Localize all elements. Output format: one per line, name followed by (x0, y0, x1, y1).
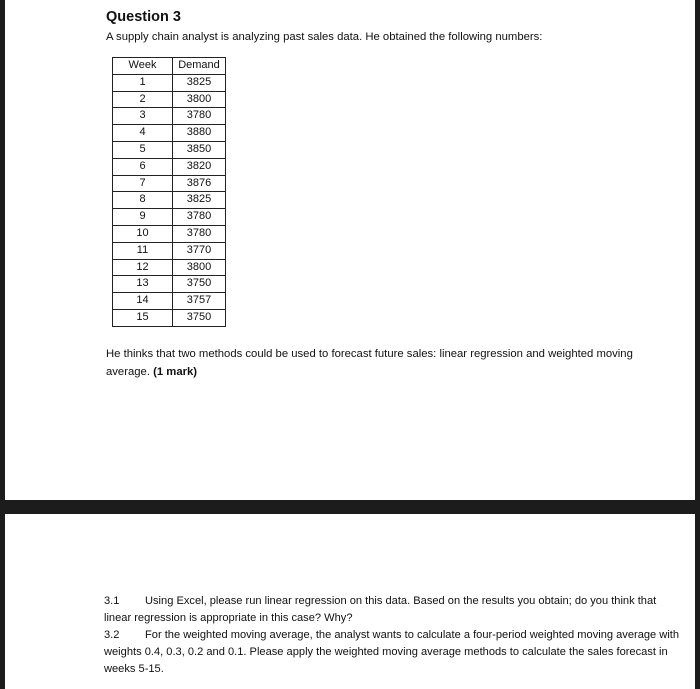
demand-cell: 3825 (173, 74, 226, 91)
table-row (113, 293, 226, 310)
demand-cell: 3750 (173, 309, 226, 326)
subquestion-number: 3.2 (104, 629, 120, 641)
week-cell: 12 (113, 259, 173, 276)
table-row (113, 141, 226, 158)
methods-text: He thinks that two methods could be used to forecast future sales: linear regression and weighted moving average. (106, 348, 633, 378)
week-cell: 1 (113, 74, 173, 91)
table-row (113, 192, 226, 209)
table-header-row (113, 58, 226, 75)
subquestion-text: Using Excel, please run linear regression on this data. Based on the results you obtain; do you think that linear regression is appropriate in this case? Why? (104, 595, 657, 624)
question-intro: A supply chain analyst is analyzing past sales data. He obtained the following numbers: (106, 31, 543, 43)
demand-cell: 3850 (173, 141, 226, 158)
subquestion-3-1 (104, 593, 684, 627)
marks-label: (1 mark) (153, 366, 198, 378)
week-cell: 8 (113, 192, 173, 209)
subquestion-text: For the weighted moving average, the analyst wants to calculate a four-period weighted moving average with weights 0.4, 0.3, 0.2 and 0.1. Please apply the weighted moving average methods to calculate the sales forecast in weeks 5-15. (104, 629, 680, 675)
demand-cell: 3880 (173, 125, 226, 142)
demand-cell: 3825 (173, 192, 226, 209)
table-row (113, 209, 226, 226)
week-cell: 2 (113, 91, 173, 108)
week-cell: 13 (113, 276, 173, 293)
week-cell: 11 (113, 242, 173, 259)
demand-cell: 3876 (173, 175, 226, 192)
demand-cell: 3820 (173, 158, 226, 175)
demand-cell: 3780 (173, 108, 226, 125)
document-page-bottom (5, 514, 695, 689)
table-row (113, 158, 226, 175)
demand-table (112, 57, 226, 327)
week-cell: 6 (113, 158, 173, 175)
table-row (113, 108, 226, 125)
header-demand: Demand (173, 58, 226, 75)
demand-cell: 3757 (173, 293, 226, 310)
document-page-top (5, 0, 695, 500)
question-title: Question 3 (106, 9, 181, 25)
week-cell: 3 (113, 108, 173, 125)
table-row (113, 74, 226, 91)
week-cell: 7 (113, 175, 173, 192)
demand-cell: 3800 (173, 91, 226, 108)
demand-cell: 3750 (173, 276, 226, 293)
week-cell: 9 (113, 209, 173, 226)
demand-cell: 3770 (173, 242, 226, 259)
table-row (113, 125, 226, 142)
demand-cell: 3800 (173, 259, 226, 276)
subquestion-3-2 (104, 627, 684, 678)
table-row (113, 242, 226, 259)
week-cell: 15 (113, 309, 173, 326)
week-cell: 5 (113, 141, 173, 158)
demand-cell: 3780 (173, 209, 226, 226)
week-cell: 4 (113, 125, 173, 142)
table-row (113, 276, 226, 293)
subquestion-number: 3.1 (104, 595, 120, 607)
table-row (113, 259, 226, 276)
table-row (113, 309, 226, 326)
table-row (113, 175, 226, 192)
methods-paragraph (106, 345, 666, 381)
week-cell: 10 (113, 225, 173, 242)
demand-table-body (113, 74, 226, 326)
week-cell: 14 (113, 293, 173, 310)
table-row (113, 225, 226, 242)
header-week: Week (113, 58, 173, 75)
demand-cell: 3780 (173, 225, 226, 242)
table-row (113, 91, 226, 108)
